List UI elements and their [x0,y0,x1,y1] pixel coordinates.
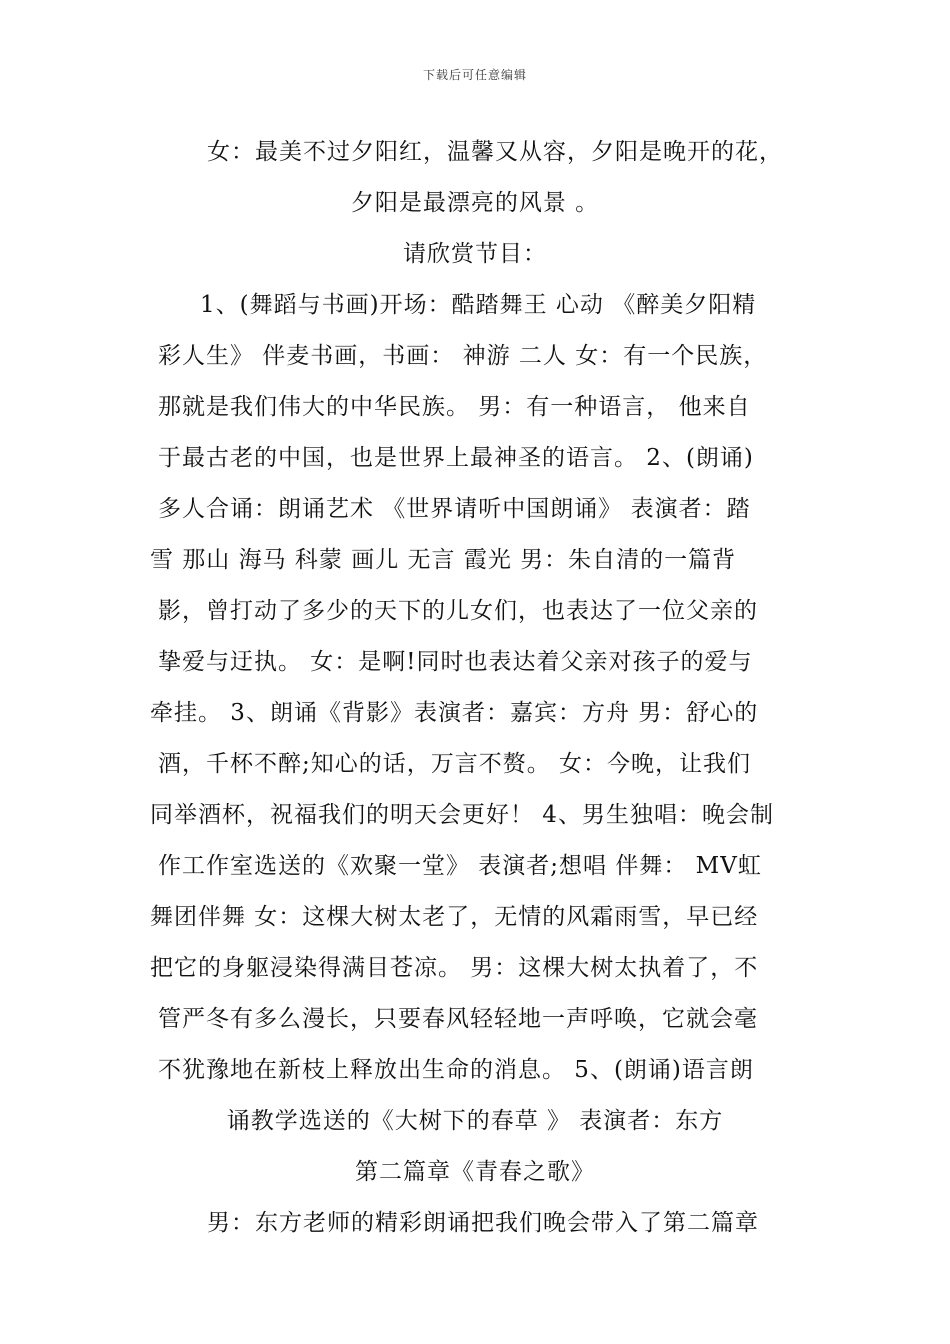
text-line: 诵教学选送的《大树下的春草 》 表演者：东方 [226,1108,724,1134]
text-line: 请欣赏节目： [403,241,547,267]
text-line: 作工作室选送的《欢聚一堂》 表演者;想唱 伴舞： MV虹 [158,853,762,879]
text-line: 影，曾打动了多少的天下的儿女们，也表达了一位父亲的 [158,598,758,624]
text-line: 把它的身躯浸染得满目苍凉。 男：这棵大树太执着了，不 [150,955,759,981]
text-line: 雪 那山 海马 科蒙 画儿 无言 霞光 男：朱自清的一篇背 [150,547,737,573]
text-line: 女：最美不过夕阳红，温馨又从容，夕阳是晚开的花， [207,139,783,165]
text-line: 男：东方老师的精彩朗诵把我们晚会带入了第二篇章 [207,1210,759,1236]
text-line: 管严冬有多么漫长，只要春风轻轻地一声呼唤，它就会毫 [158,1006,758,1032]
page-header: 下载后可任意编辑 [422,68,527,82]
text-line: 1、(舞蹈与书画)开场：酷踏舞王 心动 《醉美夕阳精 [200,292,757,318]
text-line: 彩人生》 伴麦书画，书画： 神游 二人 女：有一个民族， [158,343,768,369]
text-line: 夕阳是最漂亮的风景 。 [350,190,600,216]
text-line: 于最古老的中国，也是世界上最神圣的语言。 2、(朗诵) [158,445,754,471]
text-line: 舞团伴舞 女：这棵大树太老了，无情的风霜雨雪，早已经 [150,904,759,930]
text-line: 不犹豫地在新枝上释放出生命的消息。 5、(朗诵)语言朗 [158,1057,754,1083]
section-heading: 第二篇章《青春之歌》 [355,1159,595,1185]
document-body [0,127,950,1249]
text-line: 多人合诵：朗诵艺术 《世界请听中国朗诵》 表演者：踏 [158,496,751,522]
text-line: 同举酒杯，祝福我们的明天会更好！ 4、男生独唱：晚会制 [150,802,774,828]
text-line: 酒，千杯不醉;知心的话，万言不赘。 女：今晚，让我们 [158,751,752,777]
text-line: 挚爱与迂执。 女：是啊!同时也表达着父亲对孩子的爱与 [158,649,753,675]
text-line: 牵挂。 3、朗诵《背影》表演者：嘉宾：方舟 男：舒心的 [150,700,759,726]
text-line: 那就是我们伟大的中华民族。 男：有一种语言， 他来自 [158,394,751,420]
